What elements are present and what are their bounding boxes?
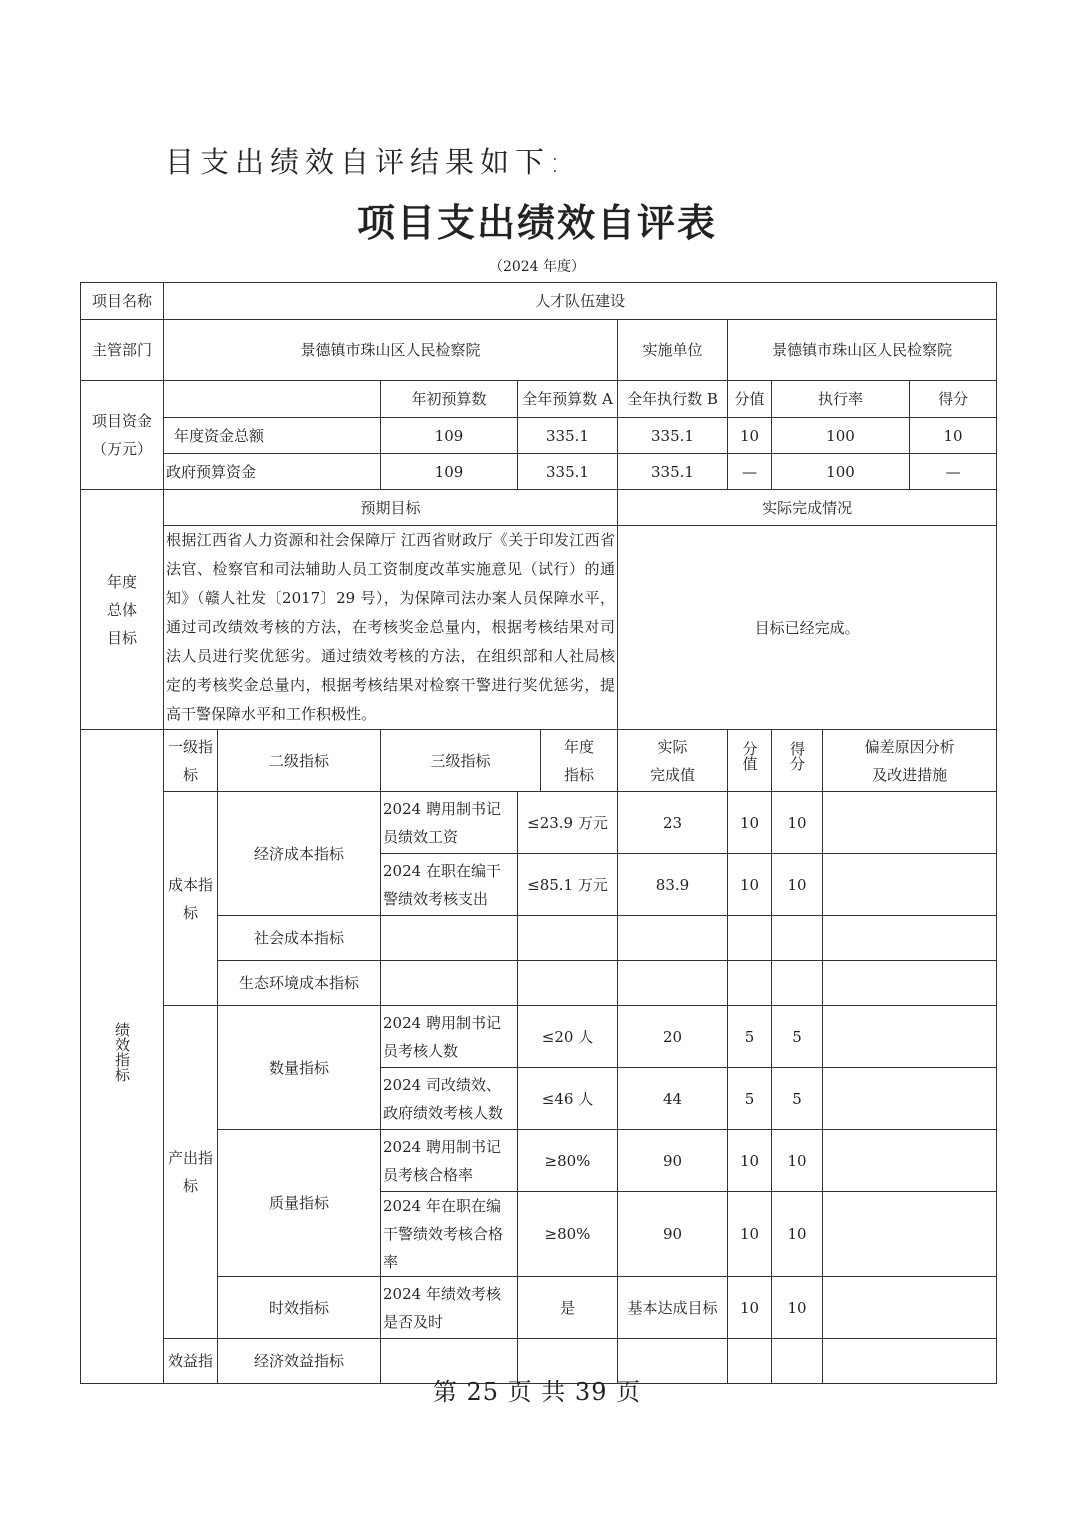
analysis-cell [823,1130,997,1192]
indicator-row [81,1277,997,1339]
score-cell: 5 [772,1068,823,1130]
goals-label-line: 目标 [106,628,137,647]
actual-header-line: 完成值 [649,765,695,784]
score-value-cell: 10 [728,1130,772,1192]
goals-label-line: 总体 [106,600,137,619]
intro-text: 目支出绩效自评结果如下: [165,145,566,179]
actual-header [618,730,728,792]
level3-cell: 2024 年绩效考核是否及时 [381,1277,518,1339]
actual-cell: 44 [618,1068,728,1130]
level1-header [164,730,218,792]
funds-blank-header [164,381,381,418]
year-label: （2024 年度） [488,259,586,275]
score-header [772,730,823,792]
score-header-text: 得分 [788,741,806,771]
score-cell: 10 [772,1277,823,1339]
annual-cell: ≥80% [518,1130,618,1192]
indicators-section-text: 绩效指标 [113,1022,131,1082]
impl-label: 实施单位 [618,320,728,381]
score-cell: 10 [772,1192,823,1277]
annual-cell: ≤20 人 [518,1006,618,1068]
annual-cell [518,961,618,1006]
funds-score-value: 10 [728,418,772,454]
score-value-cell: 5 [728,1006,772,1068]
analysis-cell [823,1068,997,1130]
funds-budget-a: 335.1 [518,454,618,490]
funds-row [81,454,997,490]
analysis-cell [823,854,997,916]
score-cell: 10 [772,854,823,916]
annual-header-line: 指标 [563,765,594,784]
level1-cost: 成本指标 [164,792,218,1006]
expected-goal-header: 预期目标 [164,490,618,526]
analysis-cell [823,792,997,854]
funds-row-name: 年度资金总额 [164,418,381,454]
funds-label-line2: （万元） [91,440,152,458]
level2-quantity: 数量指标 [218,1006,381,1130]
level3-cell: 2024 聘用制书记员绩效工资 [381,792,518,854]
funds-header: 年初预算数 [381,381,518,418]
level3-cell: 2024 聘用制书记员考核合格率 [381,1130,518,1192]
score-value-cell: 10 [728,1277,772,1339]
actual-header-line: 实际 [657,737,688,756]
indicator-row [81,961,997,1006]
actual-cell: 20 [618,1006,728,1068]
annual-cell [518,916,618,961]
page-title: 项目支出绩效自评表 [356,201,717,245]
funds-exec-rate: 100 [772,418,910,454]
funds-header: 分值 [728,381,772,418]
funds-label-line1: 项目资金 [91,412,152,430]
level2-economic-cost: 经济成本指标 [218,792,381,916]
expected-goal-text: 根据江西省人力资源和社会保障厅 江西省财政厅《关于印发江西省法官、检察官和司法辅助人员工资制度改革实施意见（试行）的通知》（赣人社发〔2017〕29 号），为保障司法办案人员保障水平，通过司改绩效考核的方法，在考核奖金总量内，根据考核结果对司法人员进行奖优惩劣。通过绩效考核的方法，在组织部和人社局核定的考核奖金总量内，根据考核结果对检察干警进行奖优惩劣，提高干警保障水平和工作积极性。 [164,526,618,730]
score-value-cell: 5 [728,1068,772,1130]
annual-cell: ≤46 人 [518,1068,618,1130]
analysis-cell [823,916,997,961]
self-evaluation-table [80,282,997,1384]
annual-cell: ≥80% [518,1192,618,1277]
level2-quality: 质量指标 [218,1130,381,1277]
funds-exec-b: 335.1 [618,418,728,454]
funds-label [81,381,164,490]
project-name: 人才队伍建设 [164,283,997,320]
funds-header: 执行率 [772,381,910,418]
annual-header-line: 年度 [563,737,594,756]
funds-row [81,418,997,454]
funds-header: 得分 [910,381,997,418]
level1-output: 产出指标 [164,1006,218,1339]
goals-label-line: 年度 [106,572,137,591]
score-value-cell [728,916,772,961]
score-value-cell: 10 [728,792,772,854]
actual-cell [618,916,728,961]
actual-cell [618,961,728,1006]
funds-initial: 109 [381,454,518,490]
level2-timeliness: 时效指标 [218,1277,381,1339]
funds-header: 全年执行数 B [618,381,728,418]
funds-row-name: 政府预算资金 [164,454,381,490]
score-value-cell: 10 [728,854,772,916]
funds-score: — [910,454,997,490]
analysis-cell [823,1277,997,1339]
funds-initial: 109 [381,418,518,454]
level3-cell: 2024 司改绩效、政府绩效考核人数 [381,1068,518,1130]
actual-status-header: 实际完成情况 [618,490,997,526]
funds-budget-a: 335.1 [518,418,618,454]
actual-cell: 23 [618,792,728,854]
indicator-row [81,792,997,854]
score-cell: 5 [772,1006,823,1068]
level3-cell [381,961,518,1006]
funds-header: 全年预算数 A [518,381,618,418]
annual-cell: 是 [518,1277,618,1339]
level2-header: 二级指标 [218,730,381,792]
actual-status-text: 目标已经完成。 [618,526,997,730]
project-name-label: 项目名称 [81,283,164,320]
actual-cell: 90 [618,1130,728,1192]
score-cell: 10 [772,1130,823,1192]
level2-social-cost: 社会成本指标 [218,916,381,961]
actual-cell: 基本达成目标 [618,1277,728,1339]
indicator-row [81,1006,997,1068]
dept-value: 景德镇市珠山区人民检察院 [164,320,618,381]
funds-exec-b: 335.1 [618,454,728,490]
analysis-header-line: 偏差原因分析 [864,737,955,756]
score-value-header-text: 分值 [740,741,759,771]
score-cell [772,916,823,961]
level1-benefit: 效益指 [164,1339,218,1384]
funds-score-value: — [728,454,772,490]
indicator-row [81,1130,997,1192]
annual-cell: ≤85.1 万元 [518,854,618,916]
goals-label [81,490,164,730]
annual-header [541,730,618,792]
indicator-row [81,916,997,961]
funds-exec-rate: 100 [772,454,910,490]
score-value-cell: 10 [728,1192,772,1277]
level3-cell [381,916,518,961]
impl-value: 景德镇市珠山区人民检察院 [728,320,997,381]
funds-score: 10 [910,418,997,454]
analysis-cell [823,1006,997,1068]
analysis-cell [823,961,997,1006]
actual-cell: 90 [618,1192,728,1277]
analysis-header-line: 及改进措施 [872,765,948,784]
page-number: 第 25 页 共 39 页 [432,1378,642,1406]
level3-cell: 2024 在职在编干警绩效考核支出 [381,854,518,916]
annual-cell: ≤23.9 万元 [518,792,618,854]
level3-header: 三级指标 [381,730,541,792]
analysis-cell [823,1192,997,1277]
score-cell [772,961,823,1006]
score-cell: 10 [772,792,823,854]
indicators-section-label [81,730,164,1384]
level1-header-text: 一级指标 [167,737,213,784]
score-value-cell [728,961,772,1006]
level2-eco-cost: 生态环境成本指标 [218,961,381,1006]
score-value-header [728,730,772,792]
level2-economic-benefit: 经济效益指标 [218,1339,381,1384]
level3-cell: 2024 聘用制书记员考核人数 [381,1006,518,1068]
level3-cell: 2024 年在职在编干警绩效考核合格率 [381,1192,518,1277]
dept-label: 主管部门 [81,320,164,381]
actual-cell: 83.9 [618,854,728,916]
analysis-header [823,730,997,792]
